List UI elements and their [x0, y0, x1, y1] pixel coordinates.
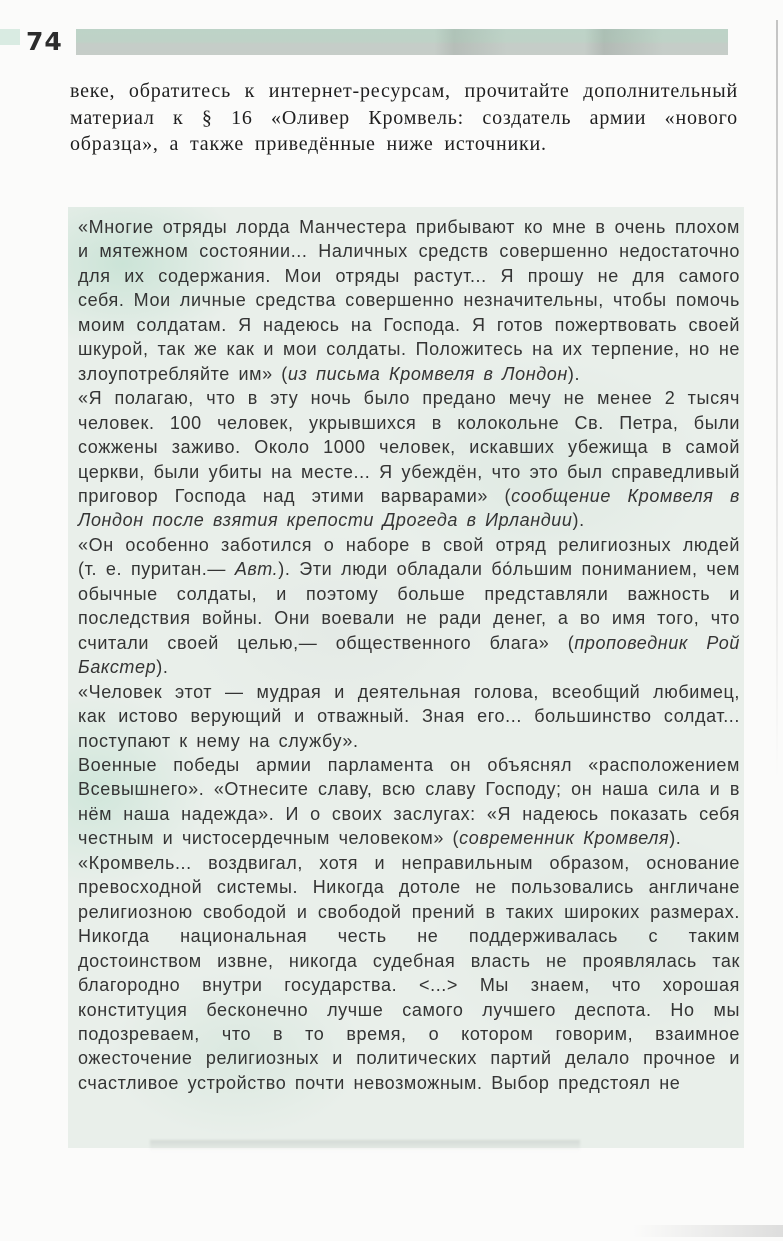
quote-paragraph [78, 215, 740, 386]
quote-paragraph [78, 680, 740, 753]
source-attribution: из письма Кромвеля в Лондон [287, 363, 568, 384]
quote-text: ). [669, 828, 682, 849]
intro-paragraph: веке, обратитесь к интернет-ресурсам, прочитайте дополнительный материал к § 16 «Оливер Кромвель: создатель армии «нового образца», а также приведённые ниже источники. [70, 80, 738, 155]
quote-paragraph [78, 533, 740, 680]
scan-shadow [150, 1140, 580, 1151]
quote-text: «Я полагаю, что в эту ночь было предано мечу не менее 2 тысяч человек. 100 человек, укрывшихся в колокольне Св. Петра, были сожжены заживо. Около 1000 человек, искавших убежища в самой церкви, были убиты на месте... Я убеждён, что это был справедливый приговор Господа над этими варварами» ( [78, 388, 740, 506]
scan-smudge [633, 1225, 783, 1237]
header-rule [76, 29, 728, 55]
source-attribution: проповедник Рой Бакстер [78, 632, 740, 678]
quote-paragraph [78, 753, 740, 851]
quote-text: ). Эти люди обладали бо́льшим пониманием, чем обычные солдаты, и поэтому больше представляли важность и последствия войны. Они воевали не ради денег, а во имя того, что считали своей целью,— общественного блага» ( [78, 559, 740, 653]
quote-text: «Кромвель... воздвигал, хотя и неправильным образом, основание превосходной системы. Никогда дотоле не пользовались англичане религиозною свободой и свободой прений в таких широких размерах. Никогда национальная честь не поддерживалась с таким достоинством извне, никогда судебная власть не проявлялась так благородно внутри государства. <...> Мы знаем, что хорошая конституция бесконечно лучше самого лучшего деспота. Но мы подозреваем, что в то время, о котором говорим, взаимное ожесточение религиозных и политических партий делало прочное и счастливое устройство почти невозможным. Выбор предстоял не [78, 852, 740, 1093]
quote-text: «Он особенно заботился о наборе в свой отряд религиозных людей (т. е. пуритан.— [78, 534, 740, 580]
quote-paragraph [78, 851, 740, 1096]
quote-text: ). [572, 510, 585, 531]
quote-text: Военные победы армии парламента он объяснял «расположением Всевышнего». «Отнесите славу, всю славу Господу; он наша сила и в нём наша надежда». И о своих заслугах: «Я надеюсь показать себя честным и чистосердечным человеком» ( [78, 754, 740, 849]
source-attribution: Авт. [234, 559, 279, 580]
source-attribution: современник Кромвеля [459, 828, 670, 849]
quote-text: «Человек этот — мудрая и деятельная голова, всеобщий любимец, как истово верующий и отважный. Зная его... большинство солдат... поступают к нему на службу». [78, 681, 740, 751]
quote-text: ). [567, 363, 581, 384]
scan-page-edge [776, 20, 778, 780]
header-rule-left [0, 29, 20, 45]
source-attribution: сообщение Кромвеля в Лондон после взятия крепости Дрогеда в Ирландии [78, 485, 741, 531]
page-number: 74 [26, 27, 63, 56]
quote-paragraph [78, 386, 740, 533]
quote-text: «Многие отряды лорда Манчестера прибывают ко мне в очень плохом и мятежном состоянии... Наличных средств совершенно недостаточно для их содержания. Мои отряды растут... Я прошу не для самого себя. Мои личные средства совершенно незначительны, чтобы помочь моим солдатам. Я надеюсь на Господа. Я готов пожертвовать своей шкурой, так же как и мои солдаты. Положитесь на их терпение, но не злоупотребляйте им» ( [78, 217, 740, 384]
quote-text: ). [156, 657, 169, 678]
source-quotes-block [68, 207, 744, 1148]
